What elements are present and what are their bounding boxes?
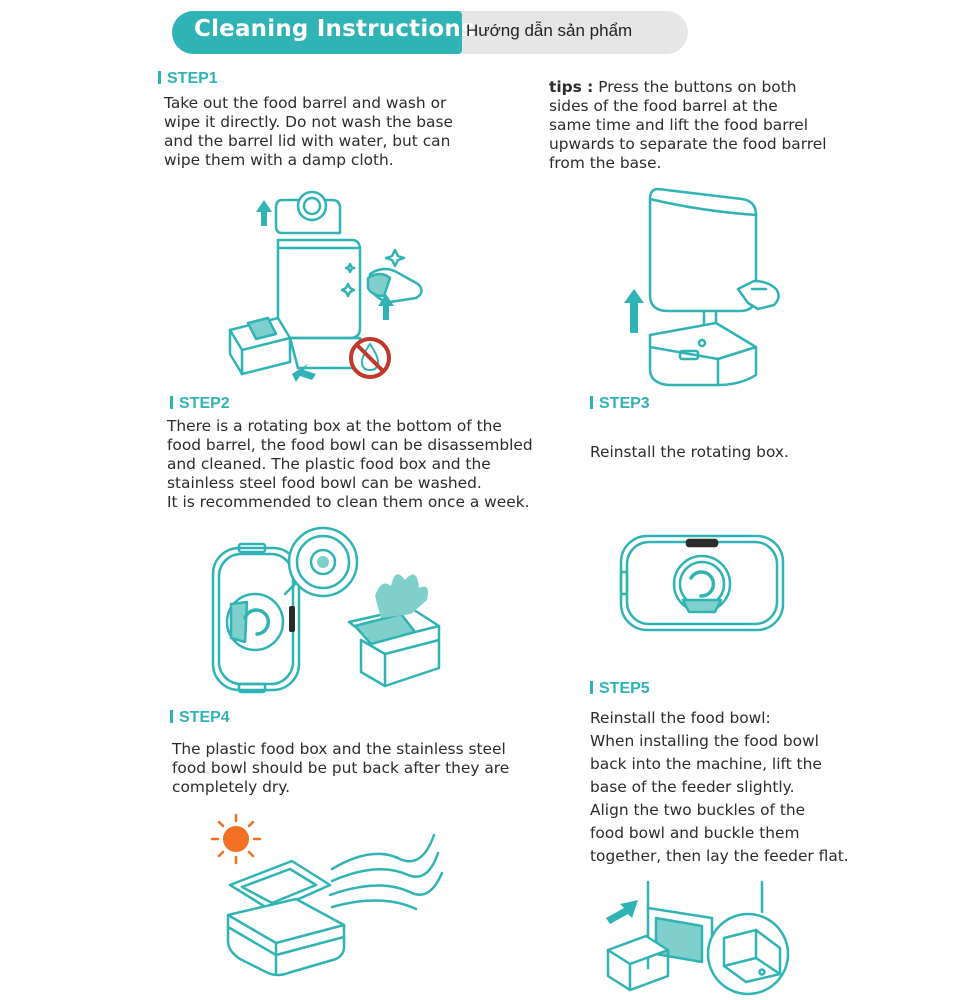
right-arrow-icon	[606, 900, 638, 924]
step-bar	[170, 710, 173, 723]
step3-text: Reinstall the rotating box.	[590, 443, 789, 461]
page-title: Cleaning Instructions	[194, 16, 475, 42]
step4-heading	[170, 709, 230, 727]
step-bar	[158, 71, 161, 84]
step2-text: There is a rotating box at the bottom of the food barrel, the food bowl can be disassembled and cleaned. The plastic food box and the stainless steel food bowl can be washed. It is recommended to clean them once a week.	[167, 417, 533, 511]
down-left-arrow-icon	[292, 364, 316, 382]
step3-heading	[590, 395, 650, 413]
sun-icon	[212, 815, 260, 863]
step2-heading	[170, 395, 230, 413]
water-splash-icon	[375, 574, 428, 618]
step5-text: Reinstall the food bowl: When installing the food bowl back into the machine, lift the base of the feeder slightly. Align the two buckles of the food bowl and buckle them together, then lay the feeder flat.	[590, 709, 849, 865]
tips-block	[549, 78, 827, 173]
bowl-install-illustration	[602, 878, 802, 1000]
step4-label: STEP4	[179, 709, 230, 726]
step4-text: The plastic food box and the stainless steel food bowl should be put back after they are completely dry.	[172, 740, 510, 796]
feeder-disassembly-illustration	[220, 178, 420, 398]
step1-heading	[158, 70, 218, 88]
step-bar	[170, 396, 173, 409]
step1-label: STEP1	[167, 70, 218, 87]
step5-heading	[590, 680, 650, 698]
no-water-icon	[351, 339, 389, 377]
up-arrow-icon	[256, 200, 272, 226]
rotating-box-reinstall-illustration	[617, 532, 787, 634]
magnifier-icon	[317, 556, 329, 568]
page-subtitle: Hướng dẫn sản phẩm	[466, 21, 633, 40]
lift-barrel-illustration	[620, 185, 790, 395]
rotating-box-removal-illustration	[205, 522, 445, 697]
step-bar	[590, 681, 593, 694]
drying-illustration	[212, 815, 472, 995]
wind-icon	[332, 835, 434, 869]
tips-label: tips :	[549, 78, 594, 96]
step-bar	[590, 396, 593, 409]
step2-label: STEP2	[179, 395, 230, 412]
step3-label: STEP3	[599, 395, 650, 412]
step1-text: Take out the food barrel and wash or wipe it directly. Do not wash the base and the barrel lid with water, but can wipe them with a damp cloth.	[164, 94, 453, 169]
tips-text: Press the buttons on both sides of the food barrel at the same time and lift the food barrel upwards to separate the food barrel from the base.	[549, 78, 827, 172]
up-arrow-icon	[624, 289, 644, 333]
step5-label: STEP5	[599, 680, 650, 697]
